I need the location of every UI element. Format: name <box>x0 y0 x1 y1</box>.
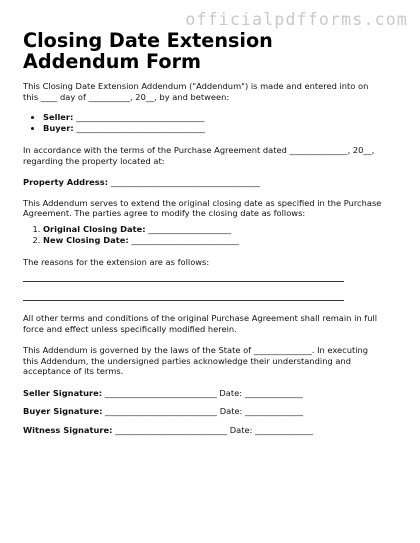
agreement-ref-paragraph: In accordance with the terms of the Purchase Agreement dated ______________, 20__, regarding the property located at: <box>23 145 375 166</box>
buyer-signature-label: Buyer Signature: <box>23 406 103 416</box>
witness-signature-row <box>23 425 383 436</box>
property-label: Property Address: <box>23 177 109 187</box>
remaining-terms-paragraph: All other terms and conditions of the original Purchase Agreement shall remain in full force and effect unless specifically modified herein. <box>23 313 378 334</box>
intro-paragraph: This Closing Date Extension Addendum ("Addendum") is made and entered into on this ____ day of __________, 20__, by and between: <box>23 81 369 102</box>
witness-signature-blank[interactable]: ___________________________ <box>112 424 228 435</box>
document-body <box>23 81 383 435</box>
property-line <box>23 177 383 188</box>
seller-signature-row <box>23 388 383 399</box>
watermark: officialpdfforms.com <box>185 10 408 29</box>
governing-law-paragraph: This Addendum is governed by the laws of the State of ______________. In executing this Addendum, the undersigned parties acknowledge their understanding and acceptance of its terms. <box>23 345 369 376</box>
reasons-label: The reasons for the extension are as follows: <box>23 256 210 267</box>
extend-paragraph: This Addendum serves to extend the original closing date as specified in the Purchase Agreement. The parties agree to modify the closing date as follows: <box>23 197 382 218</box>
party-seller <box>43 112 383 123</box>
seller-blank[interactable]: _______________________________ <box>73 112 205 122</box>
new-date-label: New Closing Date: <box>43 234 129 245</box>
witness-signature-label: Witness Signature: <box>23 424 113 435</box>
original-date-item <box>43 224 383 235</box>
document-title: Closing Date Extension Addendum Form <box>23 29 273 73</box>
witness-date-blank[interactable]: ______________ <box>252 424 314 435</box>
buyer-blank[interactable]: _______________________________ <box>73 123 205 133</box>
buyer-signature-row <box>23 406 383 417</box>
party-buyer <box>43 123 383 134</box>
original-date-blank[interactable]: ____________________ <box>145 223 232 234</box>
seller-date-blank[interactable]: ______________ <box>242 387 303 398</box>
buyer-label: Buyer: <box>43 123 74 133</box>
property-blank[interactable]: ____________________________________ <box>108 177 260 187</box>
buyer-signature-blank[interactable]: ___________________________ <box>102 406 218 416</box>
seller-signature-blank[interactable]: ___________________________ <box>102 387 217 398</box>
seller-label: Seller: <box>43 112 74 122</box>
dates-list <box>23 224 383 246</box>
reason-line-1[interactable] <box>23 281 344 282</box>
original-date-label: Original Closing Date: <box>43 223 146 234</box>
buyer-date-blank[interactable]: ______________ <box>242 406 304 416</box>
seller-signature-label: Seller Signature: <box>23 387 103 398</box>
witness-date-label: Date: <box>229 424 253 435</box>
new-date-item <box>43 235 383 246</box>
new-date-blank[interactable]: __________________________ <box>128 234 240 245</box>
reason-line-2[interactable] <box>23 300 344 301</box>
buyer-date-label: Date: <box>219 406 243 416</box>
seller-date-label: Date: <box>219 387 243 398</box>
parties-list <box>23 112 383 134</box>
